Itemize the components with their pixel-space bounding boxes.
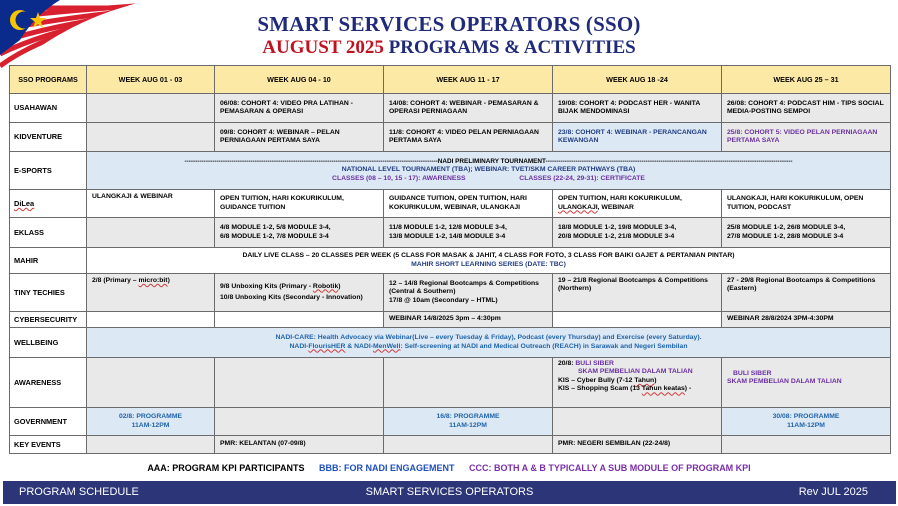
row-mahir	[10, 248, 891, 274]
cell-dilea-w3: GUIDANCE TUITION, OPEN TUITION, HARI KOKURIKULUM, WEBINAR, ULANGKAJI	[384, 190, 553, 218]
awareness-buli-siber: BULI SIBER	[575, 360, 614, 367]
row-label: TINY TECHIES	[10, 274, 87, 312]
eklass-line: 27/8 MODULE 1-2, 28/8 MODULE 3-4	[727, 232, 844, 240]
row-eklass	[10, 218, 891, 248]
eklass-line: 11/8 MODULE 1-2, 12/8 MODULE 3-4,	[389, 224, 507, 232]
awareness-kis-2	[558, 385, 716, 393]
cell-empty	[87, 123, 215, 152]
tiny-w2-line1	[220, 283, 378, 291]
header-row	[10, 66, 891, 94]
footer-bar	[3, 481, 896, 504]
cell-government-w3	[384, 408, 553, 436]
cell-empty	[553, 312, 722, 328]
row-cybersecurity	[10, 312, 891, 328]
legend-bbb: BBB: FOR NADI ENGAGEMENT	[319, 463, 455, 473]
wellbeing-text: & NADI-	[345, 342, 373, 350]
cell-empty	[87, 312, 215, 328]
row-label	[10, 190, 87, 218]
cell-tiny-w1	[87, 274, 215, 312]
dilea-w4-text: OPEN TUITION, HARI KOKURIKULUM,	[558, 195, 682, 203]
awareness-kis-1	[558, 377, 716, 385]
tiny-w1-text: 2/8 (Primary –	[92, 277, 139, 284]
cell-empty	[87, 436, 215, 454]
cell-keyevents-w2: PMR: KELANTAN (07-09/8)	[215, 436, 384, 454]
eklass-line: 25/8 MODULE 1-2, 26/8 MODULE 3-4,	[727, 224, 846, 232]
cell-mahir-span	[87, 248, 891, 274]
cell-empty	[384, 436, 553, 454]
eklass-line: 13/8 MODULE 1-2, 14/8 MODULE 3-4	[389, 232, 506, 240]
cell-eklass-w3	[384, 218, 553, 248]
cell-government-w5	[722, 408, 891, 436]
header-week-5: WEEK AUG 25 – 31	[722, 66, 891, 94]
awareness-text: ) -	[684, 385, 692, 393]
row-label: MAHIR	[10, 248, 87, 274]
row-usahawan	[10, 94, 891, 123]
row-label: KEY EVENTS	[10, 436, 87, 454]
row-label: KIDVENTURE	[10, 123, 87, 152]
mahir-line-1: DAILY LIVE CLASS – 20 CLASSES PER WEEK (5 CLASS FOR MASAK & JAHIT, 4 CLASS FOR FOTO, 3 CLASS FOR BAIKI GAJET & PERTANIAN PINTAR)	[242, 252, 735, 260]
wellbeing-line-2	[92, 343, 885, 351]
eklass-line: 4/8 MODULE 1-2, 5/8 MODULE 3-4,	[220, 224, 331, 232]
cell-kidventure-w5: 25/8: COHORT 5: VIDEO PELAN PERNIAGAAN PERTAMA SAYA	[722, 123, 891, 152]
cell-esports-span	[87, 152, 891, 190]
row-label: CYBERSECURITY	[10, 312, 87, 328]
row-label: GOVERNMENT	[10, 408, 87, 436]
esports-awareness: CLASSES (08 – 10, 15 - 17): AWARENESS	[332, 174, 466, 182]
awareness-text: KIS – Shopping Scam (13	[558, 385, 642, 393]
esports-line-3	[92, 175, 885, 183]
row-label: USAHAWAN	[10, 94, 87, 123]
cell-dilea-w5: ULANGKAJI, HARI KOKURIKULUM, OPEN TUITION, PODCAST	[722, 190, 891, 218]
cell-empty	[87, 218, 215, 248]
cell-empty	[553, 408, 722, 436]
row-label-text: DiLea	[14, 198, 35, 208]
schedule-table	[9, 65, 891, 454]
cell-usahawan-w5: 26/08: COHORT 4: PODCAST HIM - TIPS SOCIAL MEDIA-POSTING SEMPOI	[722, 94, 891, 123]
row-esports	[10, 152, 891, 190]
wellbeing-text: : Self-screening at NADI and Medical Outreach (REACH) in Sarawak and Negeri Sembilan	[400, 342, 688, 350]
cell-dilea-w4	[553, 190, 722, 218]
cell-empty	[215, 312, 384, 328]
subtitle-text: PROGRAMS & ACTIVITIES	[388, 37, 636, 58]
tiny-w3-line2: 17/8 @ 10am (Secondary – HTML)	[389, 296, 498, 304]
wellbeing-text: NADI-	[289, 342, 309, 350]
cell-awareness-w5	[722, 358, 891, 408]
cell-keyevents-w4: PMR: NEGERI SEMBILAN (22-24/8)	[553, 436, 722, 454]
legend-ccc: CCC: BOTH A & B TYPICALLY A SUB MODULE OF PROGRAM KPI	[469, 463, 751, 473]
cell-eklass-w4	[553, 218, 722, 248]
cell-usahawan-w4: 19/08: COHORT 4: PODCAST HER - WANITA BIJAK MENDOMINASI	[553, 94, 722, 123]
gov-time: 11AM-12PM	[787, 421, 825, 429]
row-label: WELLBEING	[10, 328, 87, 358]
eklass-line: 20/8 MODULE 1-2, 21/8 MODULE 3-4	[558, 232, 675, 240]
cell-empty	[384, 358, 553, 408]
cell-kidventure-w2: 09/8: COHORT 4: WEBINAR – PELAN PERNIAGAAN PERTAMA SAYA	[215, 123, 384, 152]
awareness-text: )	[654, 376, 657, 384]
tiny-w3-line1: 12 – 14/8 Regional Bootcamps & Competitions (Central & Southern)	[389, 279, 539, 296]
cell-tiny-w2	[215, 274, 384, 312]
dilea-w4-webinar: , WEBINAR	[597, 203, 634, 211]
cell-government-w1	[87, 408, 215, 436]
cell-usahawan-w3: 14/08: COHORT 4: WEBINAR - PEMASARAN & OPERASI PERNIAGAAN	[384, 94, 553, 123]
cell-eklass-w2	[215, 218, 384, 248]
gov-programme: 16/8: PROGRAMME	[436, 413, 500, 421]
tiny-w2-line2: 10/8 Unboxing Kits (Secondary - Innovation)	[220, 294, 363, 301]
tiny-w2-robotik: Robotik	[312, 282, 339, 290]
mahir-line-2: MAHIR SHORT LEARNING SERIES (DATE: TBC)	[411, 260, 566, 268]
tiny-w1-microbit: micro:bit	[138, 277, 168, 284]
header-programs: SSO PROGRAMS	[10, 66, 87, 94]
row-tiny-techies	[10, 274, 891, 312]
gov-programme: 02/8: PROGRAMME	[118, 413, 183, 421]
cell-tiny-w4: 19 – 21/8 Regional Bootcamps & Competitions (Northern)	[553, 274, 722, 312]
tiny-w2-text: 9/8 Unboxing Kits (Primary -	[220, 282, 313, 290]
page-subtitle	[0, 37, 898, 59]
footer-right: Rev JUL 2025	[798, 486, 868, 498]
row-kidventure	[10, 123, 891, 152]
row-label: EKLASS	[10, 218, 87, 248]
cell-dilea-w1: ULANGKAJI & WEBINAR	[87, 190, 215, 218]
cell-eklass-w5	[722, 218, 891, 248]
cell-empty	[215, 358, 384, 408]
awareness-skam: SKAM PEMBELIAN DALAM TALIAN	[578, 368, 693, 376]
header-week-2: WEEK AUG 04 - 10	[215, 66, 384, 94]
tiny-w1-close: )	[167, 277, 170, 284]
wellbeing-line-1: NADI-CARE: Health Advocacy via Webinar(Live – every Tuesday & Friday), Podcast (every Thursday) and Exercise (every Saturday).	[275, 334, 702, 342]
cell-cyber-w3: WEBINAR 14/8/2025 3pm – 4:30pm	[384, 312, 553, 328]
cell-empty	[215, 408, 384, 436]
header-week-4: WEEK AUG 18 -24	[553, 66, 722, 94]
wellbeing-menwell: MenWell	[372, 342, 401, 350]
page-title: SMART SERVICES OPERATORS (SSO)	[257, 12, 641, 36]
cell-kidventure-w3: 11/8: COHORT 4: VIDEO PELAN PERNIAGAAN PERTAMA SAYA	[384, 123, 553, 152]
awareness-tahun-keatas: Tahun keatas	[641, 385, 685, 393]
eklass-line: 6/8 MODULE 1-2, 7/8 MODULE 3-4	[220, 232, 329, 240]
cell-kidventure-w4: 23/8: COHORT 4: WEBINAR - PERANCANGAN KEWANGAN	[553, 123, 722, 152]
tiny-w2-close: )	[338, 282, 341, 290]
row-dilea	[10, 190, 891, 218]
awareness-w5-skam: SKAM PEMBELIAN DALAM TALIAN	[727, 378, 842, 386]
awareness-w5-buli: BULI SIBER	[733, 370, 772, 377]
awareness-w4-line1	[558, 360, 716, 368]
cell-wellbeing-span	[87, 328, 891, 358]
legend	[0, 463, 898, 473]
awareness-date: 20/8:	[558, 360, 574, 367]
header-week-3: WEEK AUG 11 - 17	[384, 66, 553, 94]
row-wellbeing	[10, 328, 891, 358]
wellbeing-flourisher: FlourisHER	[308, 342, 346, 350]
cell-empty	[87, 94, 215, 123]
legend-aaa: AAA: PROGRAM KPI PARTICIPANTS	[147, 463, 305, 473]
awareness-text: KIS – Cyber Bully (7-12	[558, 376, 635, 384]
esports-line-1: -----------------------------------------------------------------------------------------------------------------------NADI PRELIMINARY TOURNAMENT--------------------------------------------------------------------------------------------------------------------	[184, 158, 793, 166]
row-label: E-SPORTS	[10, 152, 87, 190]
footer-center: SMART SERVICES OPERATORS	[365, 486, 534, 498]
esports-certificate: CLASSES (22-24, 29-31): CERTIFICATE	[519, 174, 645, 182]
footer-left: PROGRAM SCHEDULE	[19, 486, 139, 498]
row-awareness	[10, 358, 891, 408]
cell-cyber-w5: WEBINAR 28/8/2024 3PM-4:30PM	[722, 312, 891, 328]
awareness-tahun: Tahun	[634, 376, 655, 384]
header-week-1: WEEK AUG 01 - 03	[87, 66, 215, 94]
cell-tiny-w5: 27 - 29/8 Regional Bootcamps & Competitions (Eastern)	[722, 274, 891, 312]
eklass-line: 18/8 MODULE 1-2, 19/8 MODULE 3-4,	[558, 224, 677, 232]
row-government	[10, 408, 891, 436]
esports-line-2: NATIONAL LEVEL TOURNAMENT (TBA); WEBINAR: TVET/SKM CAREER PATHWAYS (TBA)	[341, 166, 636, 174]
subtitle-month: AUGUST 2025	[262, 37, 384, 58]
cell-empty	[722, 436, 891, 454]
row-label: AWARENESS	[10, 358, 87, 408]
cell-usahawan-w2: 06/08: COHORT 4: VIDEO PRA LATIHAN - PEMASARAN & OPERASI	[215, 94, 384, 123]
dilea-w4-ulangkaji: ULANGKAJI	[558, 203, 598, 211]
row-key-events	[10, 436, 891, 454]
gov-time: 11AM-12PM	[131, 421, 170, 429]
cell-tiny-w3	[384, 274, 553, 312]
gov-programme: 30/08: PROGRAMME	[772, 413, 840, 421]
cell-dilea-w2: OPEN TUITION, HARI KOKURIKULUM, GUIDANCE TUITION	[215, 190, 384, 218]
gov-time: 11AM-12PM	[449, 421, 487, 429]
cell-empty	[87, 358, 215, 408]
cell-awareness-w4	[553, 358, 722, 408]
